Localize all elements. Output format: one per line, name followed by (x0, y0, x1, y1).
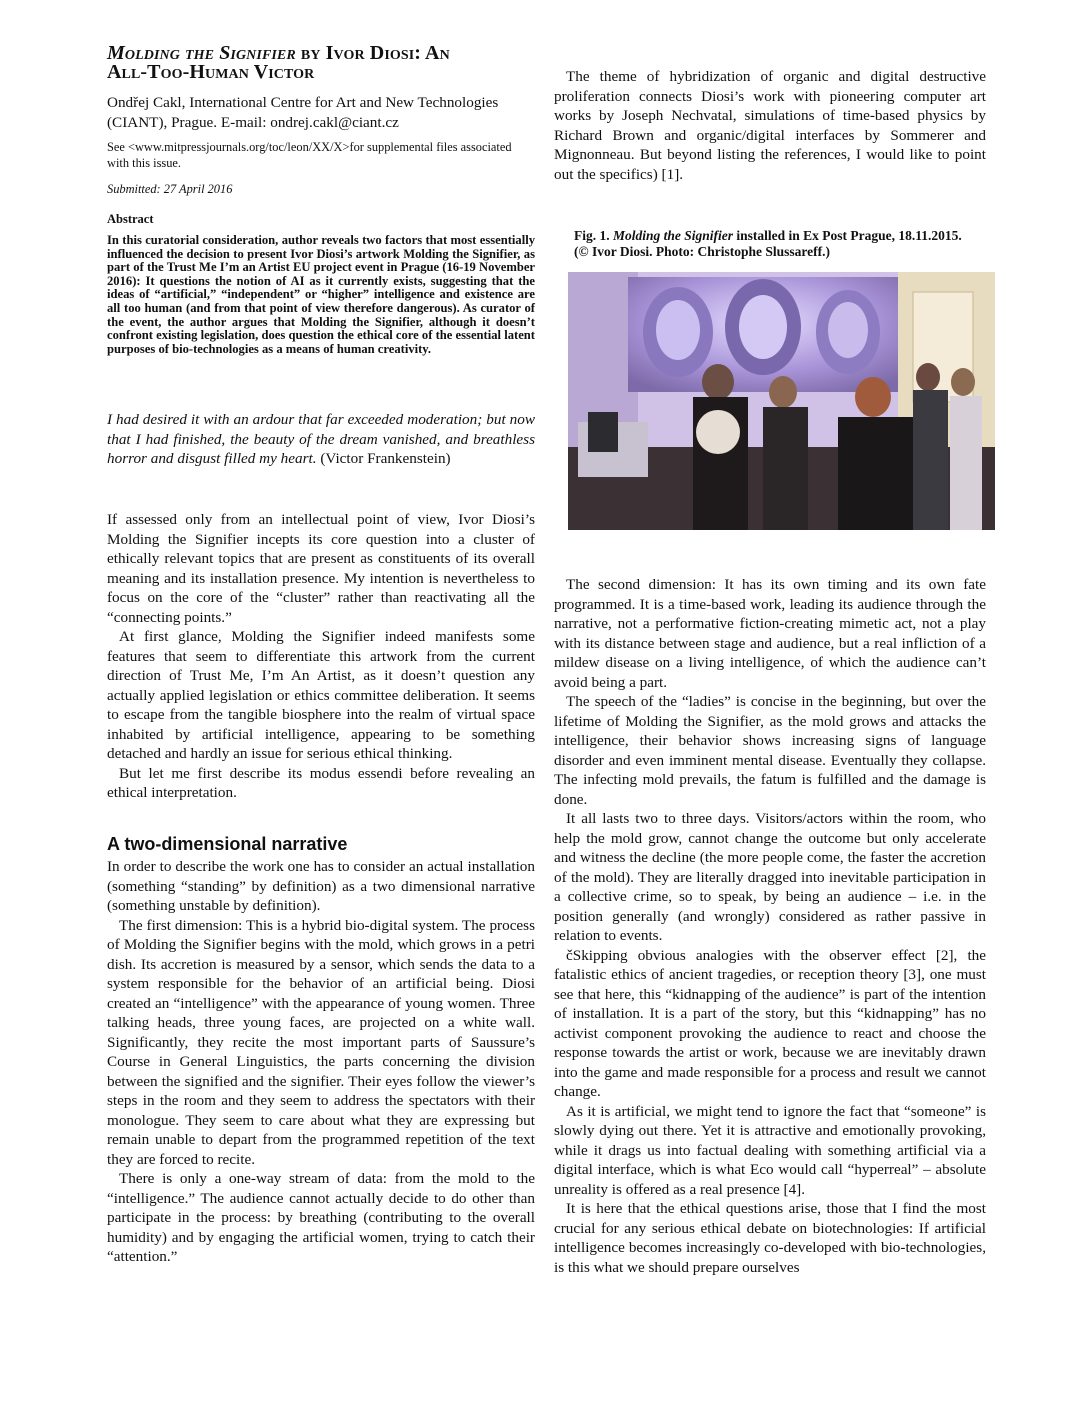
paragraph: The theme of hybridization of organic and digital destructive proliferation connects Diosi’s work with pioneering computer art works by Joseph Nechvatal, simulations of time-based physics by Richard Brown and organic/digital interfaces by Sommerer and Mignonneau. But beyond listing the references, I would like to point out the specifics) [1]. (554, 68, 986, 183)
author-line: Ondřej Cakl, International Centre for Art and New Technologies (CIANT), Prague. E-mail: ondrej.cakl@ciant.cz (107, 94, 499, 131)
section-heading: A two-dimensional narrative (107, 834, 348, 854)
abstract-text: In this curatorial consideration, author reveals two factors that most essentially influenced the decision to present Ivor Diosi’s artwork Molding the Signifier, as part of the Trust Me I’m an Artist EU project event in Prague (16-19 November 2016): It questions the notion of AI as it currently exists, suggesting that the ideas of “artificial,” “independent” or “higher” intelligence and existence are all too human (and from that point of view therefore dangerous). As curator of the event, the author argues that Molding the Signifier, although it doesn’t confront existing legislation, does question the ethical core of the essential latent purposes of bio-technologies as a means of human creativity. (107, 233, 535, 356)
title-line2: All-Too-Human Victor (107, 61, 315, 83)
right-body (554, 575, 986, 1277)
title-rest: by Ivor Diosi: An (295, 42, 450, 64)
figure-caption (574, 228, 974, 260)
paragraph: The second dimension: It has its own timing and its own fate programmed. It is a time-based work, leading its audience through the narrative, not a performative fiction-creating mimetic act, not a play with its distance between stage and audience, but a real infliction of a mildew disease on a living intelligence, of which the audience can’t avoid being a part. (554, 576, 986, 691)
paragraph: It all lasts two to three days. Visitors/actors within the room, who help the mold grow, cannot change the outcome but only accelerate and witness the decline (the more people come, the faster the accretion of the mold). They are literally dragged into inevitable participation in a collective crime, so to speak, by being an audience – i.e. in the position generally (and wrongly) considered as rather passive in relation to events. (554, 810, 986, 944)
paragraph: čSkipping obvious analogies with the observer effect [2], the fatalistic ethics of ancient tragedies, or reception theory [3], one must see that here, this “kidnapping of the audience” is part of the intention of installation. It is a part of the story, but this “kidnapping” has no activist component provoking the audience to react and choose the response towards the artist or work, because we are inevitably drawn into the game and made responsible for a process and result we cannot change. (554, 946, 986, 1100)
installation-photo (568, 272, 995, 530)
section-body (107, 857, 535, 1267)
caption-rest: installed in Ex Post Prague, 18.11.2015. (© Ivor Diosi. Photo: Christophe Slussareff.) (574, 228, 962, 259)
epigraph-quote: I had desired it with an ardour that far exceeded moderation; but now that I had finished, the beauty of the dream vanished, and breathless horror and disgust filled my heart. (107, 411, 535, 467)
abstract-heading: Abstract (107, 212, 154, 226)
intro-body (107, 510, 535, 803)
paragraph: The first dimension: This is a hybrid bio-digital system. The process of Molding the Signifier begins with the mold, which grows in a petri dish. Its accretion is measured by a sensor, which sends the data to a system responsible for the behavior of an artificial being. Diosi created an “intelligence” with the appearance of young women. Three talking heads, three young faces, are projected on a white wall. Significantly, they recite the most important parts of Saussure’s Course in General Linguistics, the parts concerning the division between the signified and the signifier. Their eyes follow the viewer’s steps in the room and they seem to address the spectators with their monologue. They seem to care about what they are expressing but remain unable to depart from the programmed repetition of the text they are forced to recite. (107, 916, 535, 1168)
paragraph: It is here that the ethical questions arise, those that I find the most crucial for any serious ethical debate on biotechnologies: If artificial intelligence becomes increasingly co-developed with bio-technologies, is this what we should prepare ourselves (554, 1200, 986, 1276)
supplemental-note: See <www.mitpressjournals.org/toc/leon/XX/X>for supplemental files associated with this issue. (107, 140, 512, 170)
title-italic: Molding the Signifier (107, 42, 296, 64)
paragraph: As it is artificial, we might tend to ignore the fact that “someone” is slowly dying out there. Yet it is attractive and emotionally provoking, while it drags us into factual dealing with something artificial via a digital interface, which is what Eco would call “hyperreal” – absolute unreality is offered as a real presence [4]. (554, 1102, 986, 1198)
epigraph (107, 410, 535, 469)
caption-italic: Molding the Signifier (613, 228, 734, 243)
epigraph-source: (Victor Frankenstein) (316, 450, 451, 467)
paragraph: There is only a one-way stream of data: from the mold to the “intelligence.” The audience cannot actually decide to do other than participate in the process: by breathing (contributing to the overall humidity) and by engaging the artificial women, trying to catch their “attention.” (107, 1170, 535, 1265)
caption-prefix: Fig. 1. (574, 228, 613, 243)
paragraph: In order to describe the work one has to consider an actual installation (something “standing” by definition) as a two dimensional narrative (something unstable by definition). (107, 858, 535, 914)
paragraph: If assessed only from an intellectual point of view, Ivor Diosi’s Molding the Signifier incepts its core question into a cluster of ethically relevant topics that are present as constituents of its overall meaning and its installation presence. My intention is nevertheless to focus on the core of the “cluster” rather than reactivating all the “connecting points.” (107, 511, 535, 626)
article-title (107, 44, 535, 82)
paragraph: But let me first describe its modus essendi before revealing an ethical interpretation. (107, 764, 535, 801)
paragraph: At first glance, Molding the Signifier indeed manifests some features that seem to differentiate this artwork from the current direction of Trust Me, I’m An Artist, as it doesn’t question any actually applied legislation or ethics committee deliberation. It seems to escape from the tangible biosphere into the realm of virtual space inhabited by artificial intelligence, appearing to be something detached and hardly an issue for serious ethical thinking. (107, 628, 535, 762)
installation-photo-art (568, 272, 995, 530)
right-top-body (554, 67, 986, 184)
paragraph: The speech of the “ladies” is concise in the beginning, but over the lifetime of Molding the Signifier, as the mold grows and attacks the intelligence, their behavior shows increasing signs of language disorder and even imminent mental disease. Eventually they collapse. The infecting mold prevails, the fatum is fulfilled and the damage is done. (554, 693, 986, 808)
submitted-date: Submitted: 27 April 2016 (107, 182, 233, 196)
